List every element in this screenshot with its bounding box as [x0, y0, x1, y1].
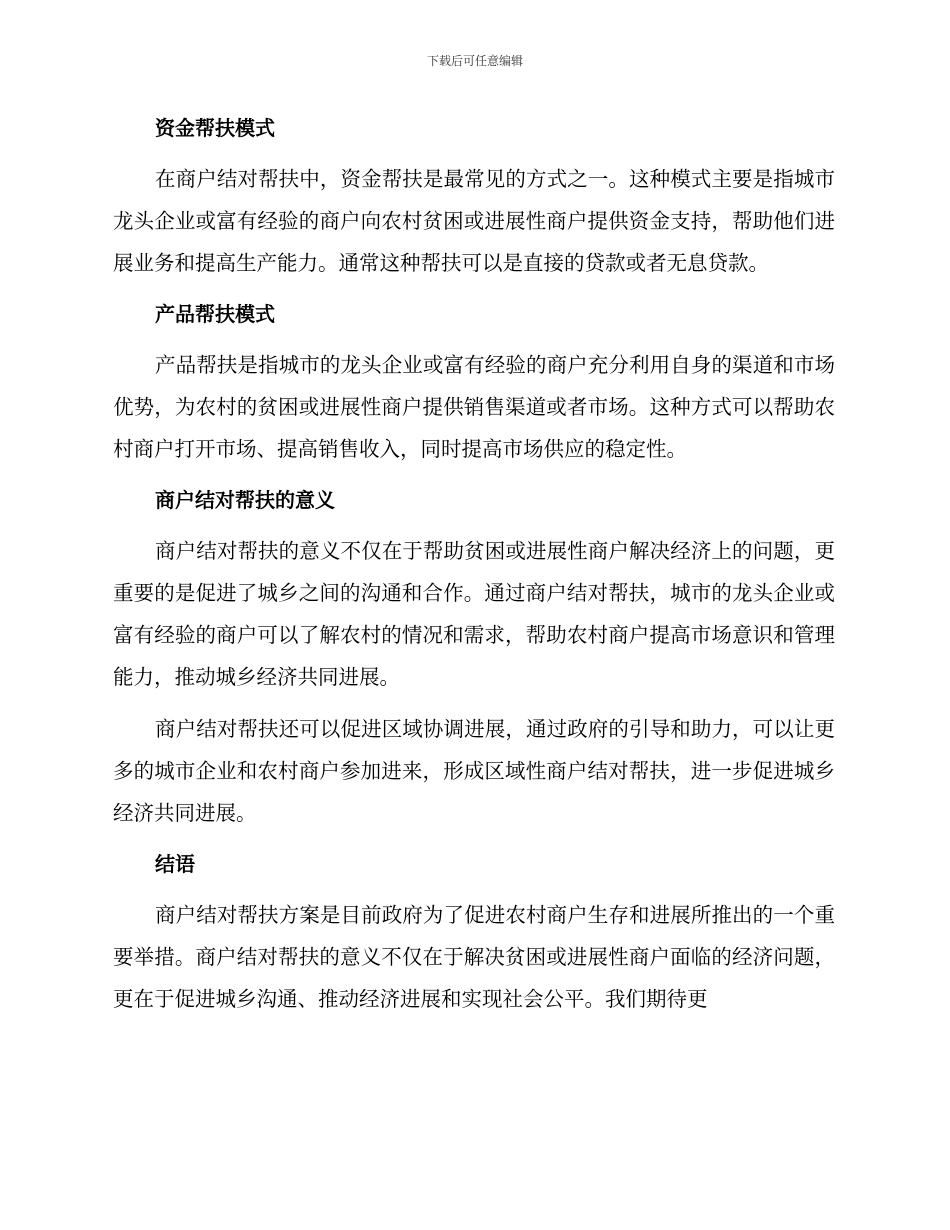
section-heading-product: 产品帮扶模式 [155, 302, 275, 326]
paragraph-significance-1: 商户结对帮扶的意义不仅在于帮助贫困或进展性商户解决经济上的问题，更重要的是促进了城乡之间的沟通和合作。通过商户结对帮扶，城市的龙头企业或富有经验的商户可以了解农村的情况和需求，帮助农村商户提高市场意识和管理能力，推动城乡经济共同进展。 [113, 539, 835, 689]
section-heading-funding: 资金帮扶模式 [155, 116, 275, 140]
running-header: 下载后可任意编辑 [426, 54, 523, 68]
paragraph-conclusion: 商户结对帮扶方案是目前政府为了促进农村商户生存和进展所推出的一个重要举措。商户结对帮扶的意义不仅在于解决贫困或进展性商户面临的经济问题，更在于促进城乡沟通、推动经济进展和实现社会公平。我们期待更 [113, 903, 835, 1011]
section-heading-conclusion: 结语 [155, 852, 195, 876]
document-body [113, 108, 835, 1030]
paragraph-funding: 在商户结对帮扶中，资金帮扶是最常见的方式之一。这种模式主要是指城市龙头企业或富有经验的商户向农村贫困或进展性商户提供资金支持，帮助他们进展业务和提高生产能力。通常这种帮扶可以是直接的贷款或者无息贷款。 [113, 167, 835, 275]
paragraph-product: 产品帮扶是指城市的龙头企业或富有经验的商户充分利用自身的渠道和市场优势，为农村的贫困或进展性商户提供销售渠道或者市场。这种方式可以帮助农村商户打开市场、提高销售收入，同时提高市场供应的稳定性。 [113, 353, 835, 461]
section-heading-significance: 商户结对帮扶的意义 [155, 488, 335, 512]
paragraph-significance-2: 商户结对帮扶还可以促进区域协调进展，通过政府的引导和助力，可以让更多的城市企业和农村商户参加进来，形成区域性商户结对帮扶，进一步促进城乡经济共同进展。 [113, 717, 835, 825]
